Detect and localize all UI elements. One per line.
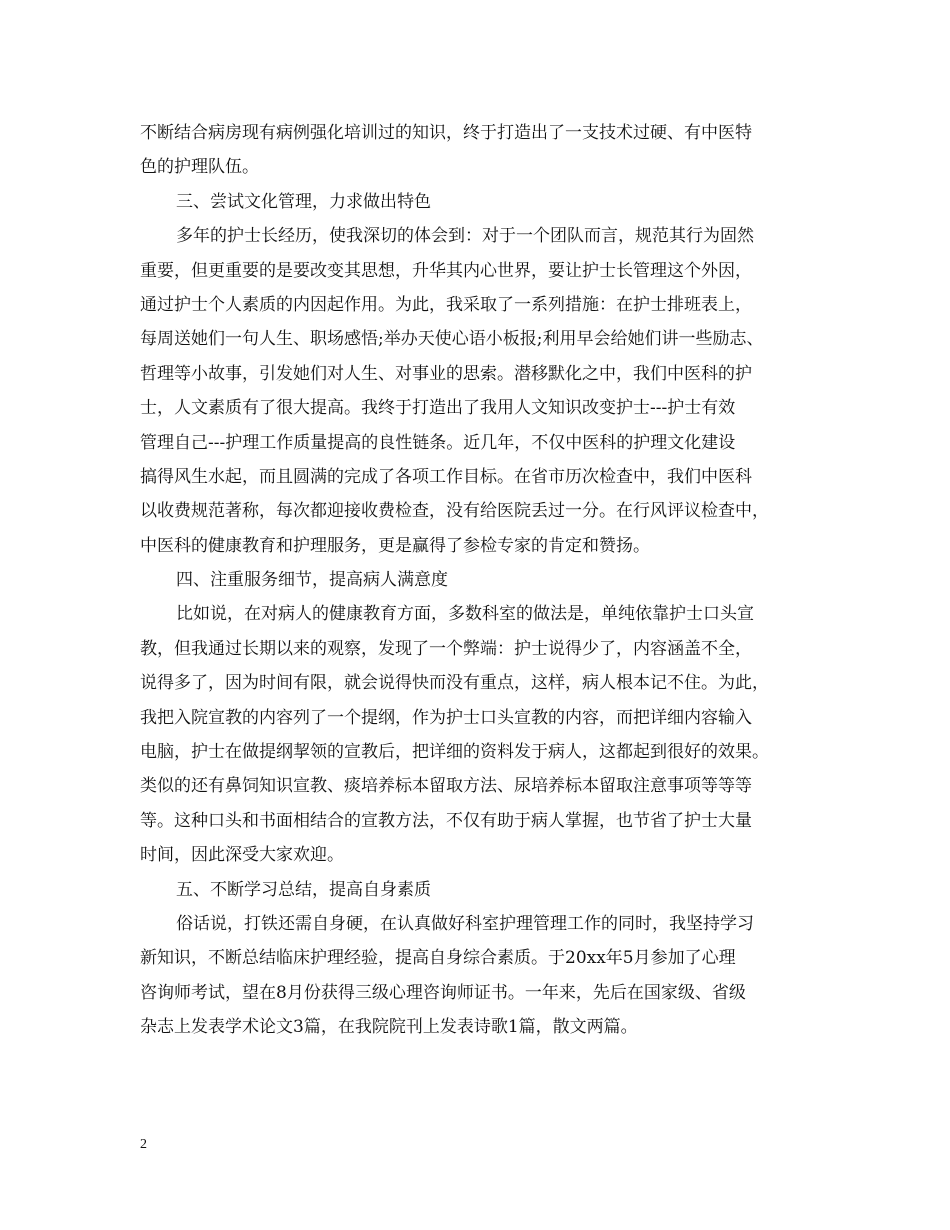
text-line: 哲理等小故事，引发她们对人生、对事业的思索。潜移默化之中，我们中医科的护 (140, 363, 752, 384)
text-line: 中医科的健康教育和护理服务，更是赢得了参检专家的肯定和赞扬。 (140, 535, 650, 556)
section-heading: 五、不断学习总结，提高自身素质 (176, 879, 431, 900)
text-line: 管理自己---护理工作质量提高的良性链条。近几年，不仅中医科的护理文化建设 (140, 432, 736, 453)
text-line: 等。这种口头和书面相结合的宣教方法，不仅有助于病人掌握，也节省了护士大量 (140, 810, 752, 831)
section-heading: 四、注重服务细节，提高病人满意度 (176, 570, 448, 591)
text-line: 色的护理队伍。 (140, 157, 259, 178)
text-line: 士，人文素质有了很大提高。我终于打造出了我用人文知识改变护士---护士有效 (140, 398, 736, 419)
section-heading: 三、尝试文化管理，力求做出特色 (176, 191, 431, 212)
text-line: 不断结合病房现有病例强化培训过的知识，终于打造出了一支技术过硬、有中医特 (140, 123, 752, 143)
document-body (140, 116, 820, 1045)
text-line: 每周送她们一句人生、职场感悟;举办天使心语小板报;利用早会给她们讲一些励志、 (140, 329, 764, 350)
text-line: 通过护士个人素质的内因起作用。为此，我采取了一系列措施：在护士排班表上， (140, 294, 752, 315)
text-line: 电脑，护士在做提纲挈领的宣教后，把详细的资料发于病人，这都起到很好的效果。 (140, 742, 769, 763)
page-number: 2 (140, 1137, 147, 1152)
text-line: 比如说，在对病人的健康教育方面，多数科室的做法是，单纯依靠护士口头宣 (176, 604, 754, 625)
text-line: 咨询师考试，望在8月份获得三级心理咨询师证书。一年来，先后在国家级、省级 (140, 982, 746, 1003)
text-line: 说得多了，因为时间有限，就会说得快而没有重点，这样，病人根本记不住。为此， (140, 673, 769, 694)
text-line: 时间，因此深受大家欢迎。 (140, 845, 344, 866)
text-line: 搞得风生水起，而且圆满的完成了各项工作目标。在省市历次检查中，我们中医科 (140, 466, 752, 487)
text-line: 我把入院宣教的内容列了一个提纲，作为护士口头宣教的内容，而把详细内容输入 (140, 707, 752, 728)
text-line: 多年的护士长经历，使我深切的体会到：对于一个团队而言，规范其行为固然 (176, 226, 754, 247)
text-line: 杂志上发表学术论文3篇，在我院院刊上发表诗歌1篇，散文两篇。 (140, 1017, 638, 1038)
text-line: 重要，但更重要的是要改变其思想，升华其内心世界，要让护士长管理这个外因， (140, 260, 752, 281)
text-line: 类似的还有鼻饲知识宣教、痰培养标本留取方法、尿培养标本留取注意事项等等等 (140, 776, 752, 797)
text-line: 新知识，不断总结临床护理经验，提高自身综合素质。于20xx年5月参加了心理 (140, 948, 736, 969)
text-line: 俗话说，打铁还需自身硬，在认真做好科室护理管理工作的同时，我坚持学习 (176, 913, 754, 934)
text-line: 以收费规范著称，每次都迎接收费检查，没有给医院丢过一分。在行风评议检查中， (140, 501, 769, 522)
text-line: 教，但我通过长期以来的观察，发现了一个弊端：护士说得少了，内容涵盖不全， (140, 638, 752, 659)
